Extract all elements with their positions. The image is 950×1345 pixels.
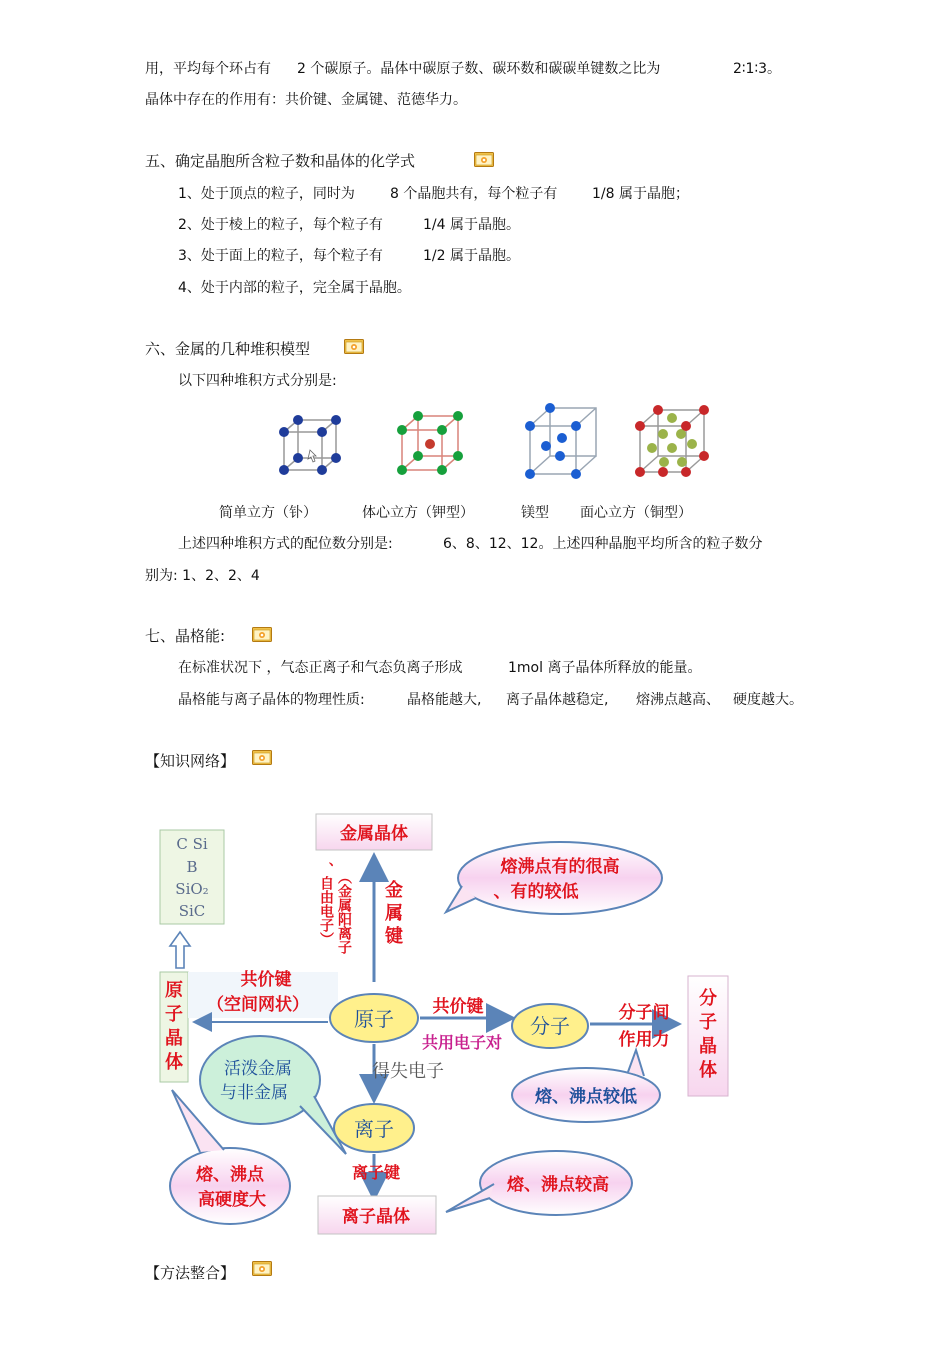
s5-item1-b: 8 个晶胞共有，每个粒子有 [390,186,558,202]
s5-item3-c: 1/2 属于晶胞。 [423,248,520,264]
s7-line1-b: 1mol 离子晶体所释放的能量。 [508,660,702,676]
caption-simple-cubic: 简单立方（钋） [219,505,317,521]
covalent-net-sub: （空间网状） [207,995,309,1015]
example-b: B [186,858,198,876]
bubble-metal-line1: 熔沸点有的很高 [500,857,620,877]
magnesium-type-model-image [520,402,602,484]
folder-icon[interactable] [474,151,494,167]
s7-line2-b: 晶格能越大, [407,692,482,708]
s5-item4-a: 4、处于内部的粒子，完全属于晶胞。 [178,280,411,296]
atomic-crystal-char: 子 [165,1004,183,1025]
ionic-crystal-label: 离子晶体 [342,1207,410,1227]
bubble-active-line1: 活泼金属 [224,1059,292,1079]
metal-bond-char: 键 [385,926,403,947]
covalent-net-label: 共价键 [240,970,292,990]
bubble-atomic-line1: 熔、沸点 [196,1165,264,1185]
s7-line2-d: 熔沸点越高、 [636,692,720,708]
bubble-atomic [170,1148,290,1224]
face-centered-cubic-model-image [630,404,714,484]
intermol-line1: 分子间 [618,1003,670,1023]
knowledge-network-title: 【知识网络】 [145,752,236,770]
method-integration-title: 【方法整合】 [145,1264,236,1282]
knowledge-network-diagram [150,800,750,1240]
body-centered-cubic-model-image [390,408,472,484]
caption-body-centered: 体心立方（钾型） [362,505,474,521]
section5-title: 五、确定晶胞所含粒子数和晶体的化学式 [145,152,416,170]
intermol-line2: 作用力 [618,1030,670,1050]
s5-item1-a: 1、处于顶点的粒子，同时为 [178,186,355,202]
intro-line1-a: 用，平均每个环占有 [145,61,271,77]
bubble-active [200,1036,320,1124]
s7-line2-e: 硬度越大。 [733,692,803,708]
section7-title: 七、晶格能: [145,627,226,645]
folder-icon[interactable] [252,749,272,765]
s7-line2-a: 晶格能与离子晶体的物理性质: [178,692,365,708]
metal-crystal-label: 金属晶体 [340,824,408,844]
atomic-crystal-char: 体 [165,1052,183,1073]
simple-cubic-model-image [272,410,348,484]
intro-line1-c: 2∶1∶3。 [733,61,782,77]
example-sio2: SiO₂ [175,880,209,898]
metal-bond-char: 属 [385,903,403,924]
example-sic: SiC [178,902,206,920]
intro-line2: 晶体中存在的作用有：共价键、金属键、范德华力。 [145,92,467,108]
ion-label: 离子 [354,1117,394,1141]
molecular-crystal-char: 子 [699,1012,717,1033]
molecular-crystal-char: 分 [699,988,717,1009]
bubble-active-line2: 与非金属 [220,1083,288,1103]
atom-label: 原子 [354,1007,394,1031]
metal-bond-note-2: 、自由电子） [318,862,334,946]
molecular-crystal-char: 体 [699,1060,717,1081]
ionic-bond-label: 离子键 [351,1163,401,1182]
molecular-crystal-char: 晶 [699,1036,717,1057]
s5-item2-a: 2、处于棱上的粒子，每个粒子有 [178,217,383,233]
bubble-metal-line2: 、有的较低 [493,882,579,902]
example-c-si: C Si [176,835,208,853]
covalent-bond-label: 共价键 [432,997,484,1017]
s7-line2-c: 离子晶体越稳定, [506,692,609,708]
atomic-crystal-char: 晶 [165,1028,183,1049]
metal-bond-char: 金 [385,880,403,901]
bubble-ionic-label: 熔、沸点较高 [507,1175,609,1195]
molecule-label: 分子 [530,1014,570,1038]
s6-line-a: 上述四种堆积方式的配位数分别是: [178,536,393,552]
caption-face-centered: 面心立方（铜型） [580,505,692,521]
up-arrow-icon [170,932,190,968]
s7-line1-a: 在标准状况下 ，气态正离子和气态负离子形成 [178,660,463,676]
section6-title: 六、金属的几种堆积模型 [145,340,311,358]
s5-item3-a: 3、处于面上的粒子，每个粒子有 [178,248,383,264]
folder-icon[interactable] [344,338,364,354]
bubble-molecular-label: 熔、沸点较低 [535,1087,637,1107]
intro-line1-b: 2 个碳原子。晶体中碳原子数、碳环数和碳碳单键数之比为 [297,61,661,77]
gain-lose-label: 得失电子 [372,1061,444,1082]
s6-intro: 以下四种堆积方式分别是: [178,373,337,389]
folder-icon[interactable] [252,1260,272,1276]
s6-line-b: 6、8、12、12。上述四种晶胞平均所含的粒子数分 [443,536,763,552]
s6-line-c: 别为: 1、2、2、4 [145,568,260,584]
caption-magnesium: 镁型 [521,505,549,521]
folder-icon[interactable] [252,626,272,642]
atomic-crystal-char: 原 [165,980,183,1001]
bubble-metal [458,842,662,914]
metal-bond-note: （金属阳离子 [336,870,352,954]
s5-item2-c: 1/4 属于晶胞。 [423,217,520,233]
s5-item1-c: 1/8 属于晶胞； [592,186,689,202]
bubble-atomic-line2: 高硬度大 [198,1190,266,1210]
shared-pair-label: 共用电子对 [421,1033,503,1052]
